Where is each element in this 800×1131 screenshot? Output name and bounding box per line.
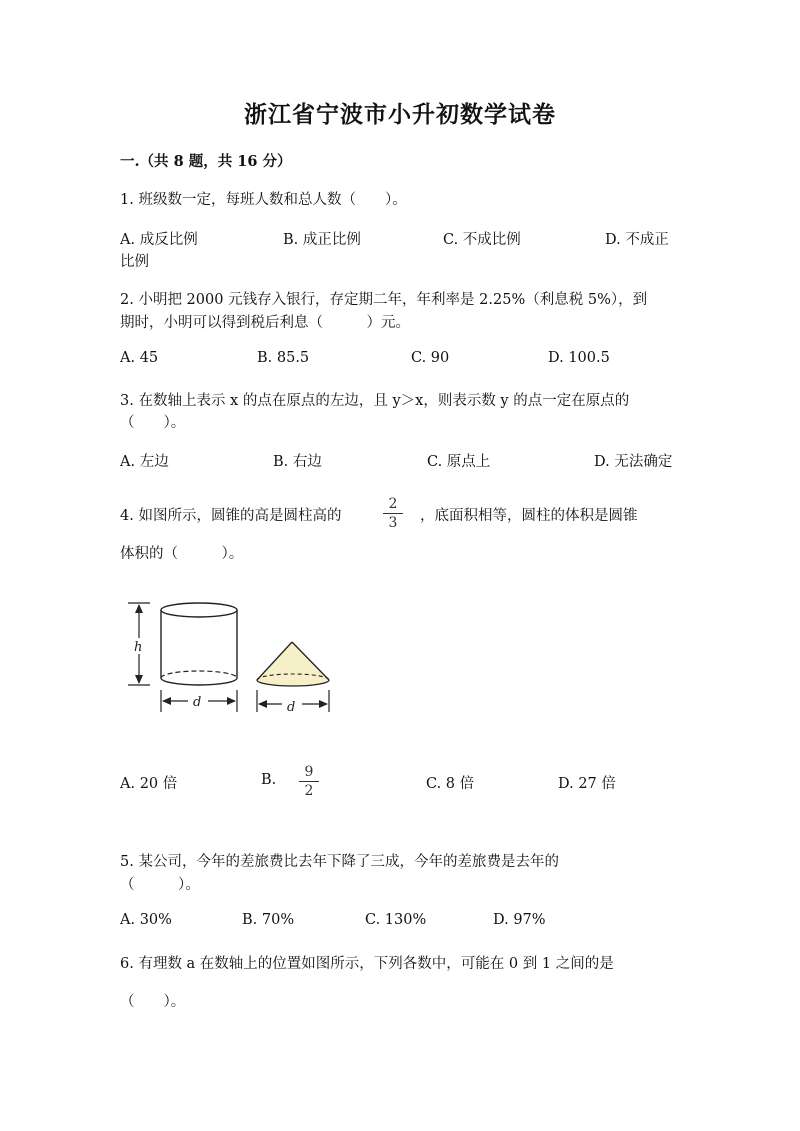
fraction-numerator: 2 [383,496,403,514]
question-1-option-d-wrap: 比例 [120,254,149,270]
question-4-option-b-fraction [299,764,319,799]
fraction-denominator: 3 [388,515,398,531]
question-1-option-a: A. 成反比例 [120,232,198,248]
question-4-text-line-2: 体积的（ ）。 [120,546,244,562]
question-5-text-line-2: （ ）。 [120,877,200,893]
question-2-text-line-2: 期时，小明可以得到税后利息（ ）元。 [120,315,410,331]
page-title: 浙江省宁波市小升初数学试卷 [244,101,556,128]
question-5-option-a: A. 30% [120,912,172,928]
question-5-option-b: B. 70% [242,912,295,928]
question-3-text-line-1: 3. 在数轴上表示 x 的点在原点的左边，且 y＞x，则表示数 y 的点一定在原点的 [120,393,630,409]
question-1-option-d: D. 不成正 [605,232,669,248]
question-2-option-d: D. 100.5 [548,350,610,366]
option-b-denominator: 2 [304,783,314,799]
question-6-text-line-1: 6. 有理数 a 在数轴上的位置如图所示，下列各数中，可能在 0 到 1 之间的是 [120,956,614,972]
question-3-text-line-2: （ ）。 [120,415,186,431]
option-b-numerator: 9 [299,764,319,782]
question-4-text-part-1: 4. 如图所示，圆锥的高是圆柱高的 [120,508,342,524]
cone-diameter-label: d [287,700,296,715]
question-6-text-line-2: （ ）。 [120,994,186,1010]
cylinder-shape [161,603,237,685]
question-1-option-c: C. 不成比例 [443,232,521,248]
question-3-option-a: A. 左边 [120,454,169,470]
question-2-option-c: C. 90 [411,350,450,366]
section-heading: 一.（共 8 题，共 16 分） [120,153,292,170]
question-5-option-d: D. 97% [493,912,546,928]
question-4-option-b: B. [261,772,277,788]
question-4-fraction [383,496,403,531]
cylinder-diameter-label: d [193,695,202,710]
question-1-option-b: B. 成正比例 [283,232,361,248]
question-3-option-b: B. 右边 [273,454,322,470]
question-4-option-c: C. 8 倍 [426,776,475,792]
height-label: h [134,640,143,655]
question-4-option-d: D. 27 倍 [558,776,616,792]
question-2-option-a: A. 45 [120,350,159,366]
question-3-option-d: D. 无法确定 [594,454,673,470]
question-1-text: 1. 班级数一定，每班人数和总人数（ ）。 [120,192,407,208]
question-3-option-c: C. 原点上 [427,454,491,470]
question-2-text-line-1: 2. 小明把 2000 元钱存入银行，存定期二年，年利率是 2.25%（利息税 5%），到 [120,292,648,308]
cylinder-cone-figure [124,600,344,718]
question-2-option-b: B. 85.5 [257,350,310,366]
question-5-text-line-1: 5. 某公司，今年的差旅费比去年下降了三成，今年的差旅费是去年的 [120,854,559,870]
question-4-option-a: A. 20 倍 [120,776,178,792]
question-5-option-c: C. 130% [365,912,427,928]
question-4-text-part-2: ，底面积相等，圆柱的体积是圆锥 [420,508,638,524]
cone-shape [257,642,329,686]
